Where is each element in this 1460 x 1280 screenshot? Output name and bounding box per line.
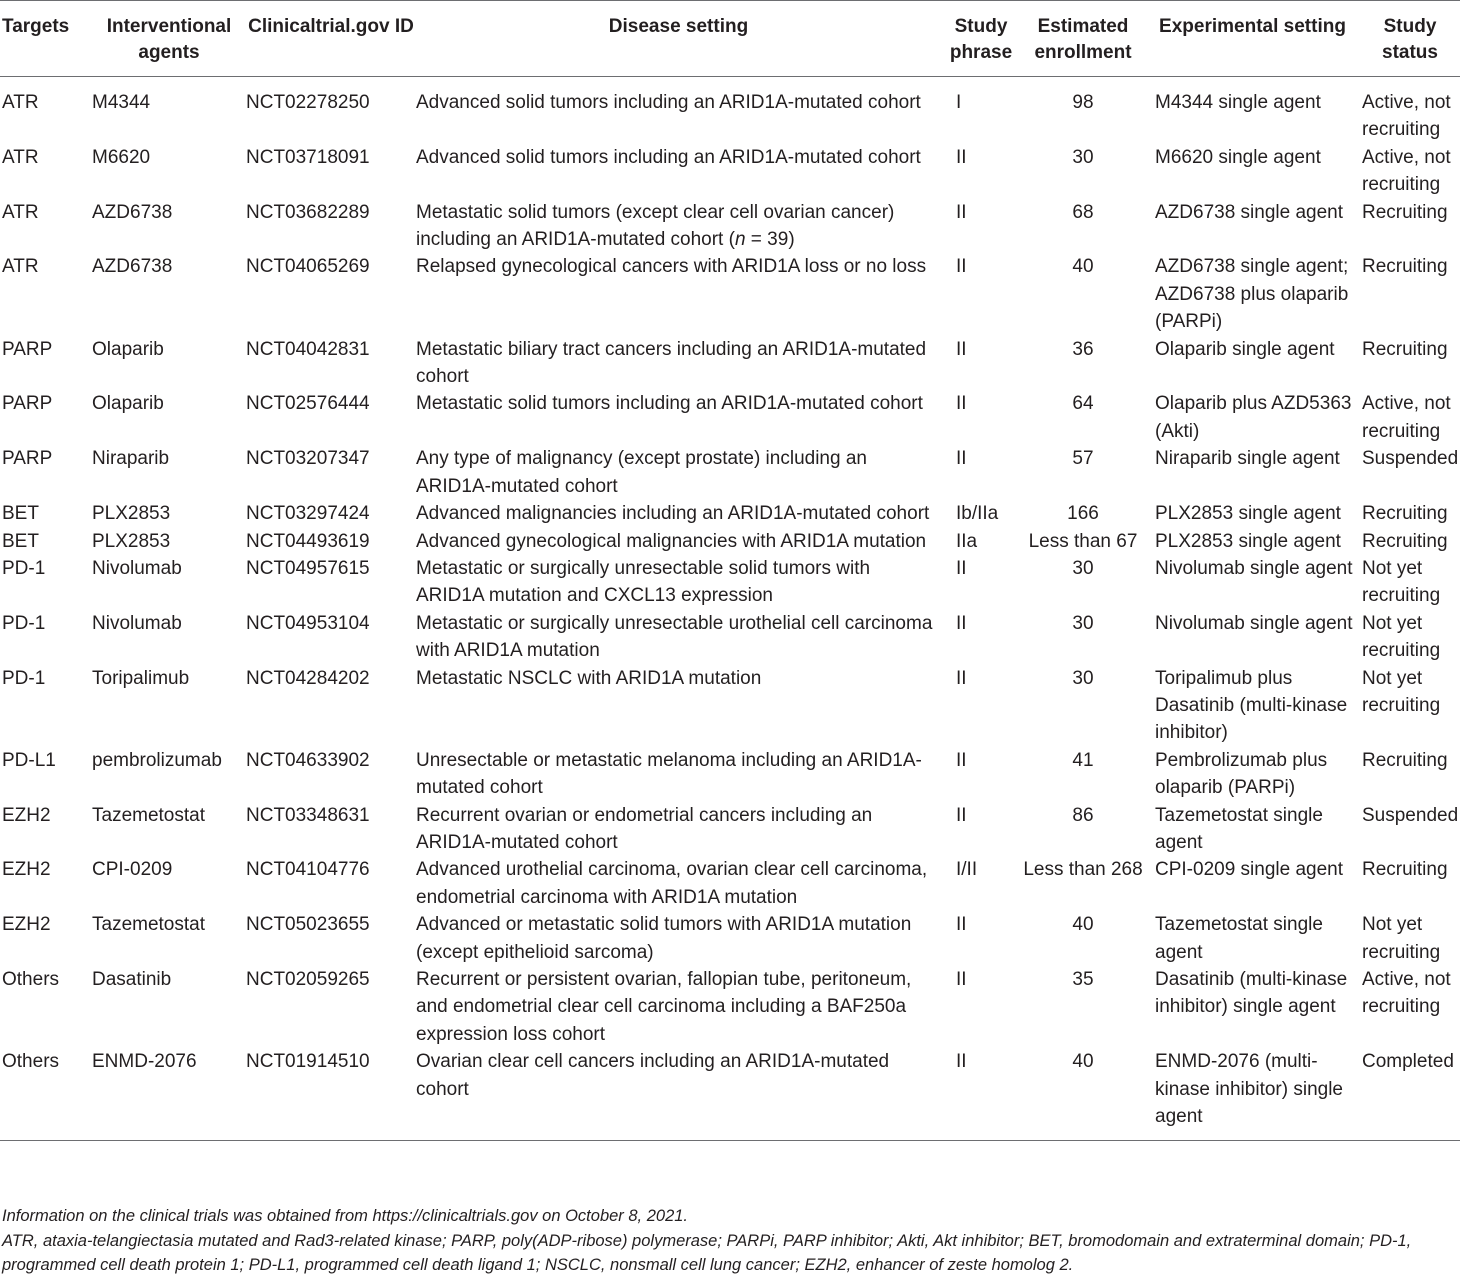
cell-experimental-setting: AZD6738 single agent — [1155, 201, 1344, 223]
cell-enrollment: 57 — [1072, 448, 1094, 470]
cell-trial-id: NCT04633902 — [246, 749, 370, 771]
cell-trial-id: NCT03207347 — [246, 448, 370, 470]
table-row — [0, 856, 1460, 911]
cell-study-phase: Ib/IIa — [956, 503, 999, 525]
cell-enrollment: 41 — [1072, 749, 1094, 771]
table-row — [0, 1048, 1460, 1141]
cell-study-phase: II — [956, 393, 967, 415]
cell-enrollment: 30 — [1072, 667, 1094, 689]
cell-disease-setting: Metastatic biliary tract cancers including an ARID1A-mutated cohort — [416, 338, 927, 388]
cell-study-phase: II — [956, 256, 967, 278]
cell-enrollment: 98 — [1072, 92, 1094, 113]
cell-study-status: Recruiting — [1362, 859, 1448, 881]
cell-trial-id: NCT05023655 — [246, 914, 370, 936]
cell-enrollment: 86 — [1072, 804, 1094, 826]
cell-enrollment: 40 — [1072, 914, 1094, 936]
cell-enrollment: 30 — [1072, 557, 1094, 579]
cell-experimental-setting: Tazemetostat single agent — [1155, 804, 1323, 853]
header-phase: Study phrase — [941, 1, 1021, 77]
cell-enrollment: 64 — [1072, 393, 1094, 415]
cell-study-phase: II — [956, 201, 967, 223]
cell-experimental-setting: M6620 single agent — [1155, 146, 1321, 168]
cell-disease-setting: Advanced gynecological malignancies with ARID1A mutation — [416, 530, 927, 552]
cell-study-phase: IIa — [956, 530, 978, 552]
cell-enrollment: 30 — [1072, 612, 1094, 634]
header-row — [0, 1, 1460, 77]
cell-disease-setting: Ovarian clear cell cancers including an ARID1A-mutated cohort — [416, 1048, 941, 1141]
cell-target: EZH2 — [2, 804, 51, 826]
cell-target: ATR — [2, 146, 39, 168]
cell-agent: PLX2853 — [92, 503, 171, 525]
cell-disease-setting: Any type of malignancy (except prostate) including an ARID1A-mutated cohort — [416, 448, 867, 497]
cell-disease-setting: Advanced solid tumors including an ARID1A-mutated cohort — [416, 146, 921, 168]
cell-study-status: Recruiting — [1362, 256, 1448, 278]
cell-target: PARP — [2, 393, 53, 415]
cell-agent: AZD6738 — [92, 256, 173, 278]
cell-experimental-setting: Olaparib single agent — [1155, 338, 1335, 360]
cell-enrollment: 166 — [1067, 503, 1099, 525]
cell-enrollment: 35 — [1072, 969, 1094, 990]
cell-study-phase: II — [956, 804, 967, 826]
table-row — [0, 500, 1460, 527]
table-row — [0, 336, 1460, 391]
cell-study-status: Not yet recruiting — [1362, 667, 1441, 716]
cell-agent: PLX2853 — [92, 530, 171, 552]
table-row — [0, 802, 1460, 857]
cell-agent: Olaparib — [92, 338, 164, 360]
cell-study-status: Not yet recruiting — [1362, 914, 1441, 963]
cell-study-phase: II — [956, 749, 967, 771]
cell-trial-id: NCT02576444 — [246, 393, 370, 415]
cell-agent: AZD6738 — [92, 201, 173, 223]
table-row — [0, 911, 1460, 966]
table-row — [0, 253, 1460, 335]
header-status: Study status — [1360, 1, 1460, 77]
cell-target: Others — [0, 1048, 92, 1141]
cell-agent: Tazemetostat — [92, 914, 205, 936]
cell-target: ATR — [2, 201, 39, 223]
cell-experimental-setting: Pembrolizumab plus olaparib (PARPi) — [1155, 749, 1328, 799]
table-row — [0, 665, 1460, 747]
cell-study-status: Active, not recruiting — [1362, 92, 1451, 141]
table-row — [0, 528, 1460, 555]
cell-study-status: Not yet recruiting — [1362, 557, 1441, 607]
cell-disease-setting: Metastatic solid tumors (except clear cell ovarian cancer) including an ARID1A-mutated cohort (n = 39) — [416, 201, 895, 251]
cell-agent: Tazemetostat — [92, 804, 205, 826]
table-body — [0, 77, 1460, 1141]
cell-experimental-setting: ENMD-2076 (multi-kinase inhibitor) single agent — [1145, 1048, 1360, 1141]
cell-study-phase: II — [956, 146, 967, 168]
cell-disease-setting: Metastatic solid tumors including an ARID1A-mutated cohort — [416, 393, 923, 415]
italic-n: n — [734, 229, 746, 251]
cell-agent: Nivolumab — [92, 612, 182, 634]
cell-trial-id: NCT03718091 — [246, 146, 370, 168]
cell-study-status: Recruiting — [1362, 201, 1448, 223]
cell-enrollment: 36 — [1072, 338, 1094, 360]
cell-study-phase: II — [956, 667, 967, 689]
table-footnotes — [2, 1204, 1458, 1278]
cell-study-phase: II — [941, 1048, 1021, 1141]
cell-disease-setting: Recurrent or persistent ovarian, fallopian tube, peritoneum, and endometrial clear cell carcinoma including a BAF250a expression loss cohort — [416, 969, 912, 1045]
cell-experimental-setting: Olaparib plus AZD5363 (Akti) — [1155, 393, 1352, 442]
cell-enrollment: 40 — [1021, 1048, 1145, 1141]
table-row — [0, 610, 1460, 665]
cell-study-status: Active, not recruiting — [1362, 393, 1451, 442]
table-row — [0, 390, 1460, 445]
cell-disease-setting: Advanced or metastatic solid tumors with ARID1A mutation (except epithelioid sarcoma) — [416, 914, 912, 963]
cell-experimental-setting: PLX2853 single agent — [1155, 530, 1341, 552]
cell-trial-id: NCT03297424 — [246, 503, 370, 525]
cell-enrollment: 68 — [1072, 201, 1094, 223]
cell-agent: Dasatinib — [92, 969, 172, 990]
cell-target: ATR — [2, 92, 39, 113]
cell-target: PD-L1 — [2, 749, 56, 771]
header-id: Clinicaltrial.gov ID — [246, 1, 416, 77]
cell-agent: Toripalimub — [92, 667, 190, 689]
cell-study-status: Active, not recruiting — [1362, 146, 1451, 196]
cell-experimental-setting: Nivolumab single agent — [1155, 612, 1353, 634]
cell-study-phase: I/II — [956, 859, 978, 881]
cell-trial-id: NCT02059265 — [246, 969, 370, 990]
table-row — [0, 747, 1460, 802]
cell-study-status: Recruiting — [1362, 530, 1448, 552]
cell-disease-setting: Metastatic or surgically unresectable solid tumors with ARID1A mutation and CXCL13 expression — [416, 557, 871, 607]
cell-disease-setting: Advanced malignancies including an ARID1A-mutated cohort — [416, 503, 930, 525]
cell-experimental-setting: AZD6738 single agent; AZD6738 plus olaparib (PARPi) — [1155, 256, 1349, 333]
cell-experimental-setting: Toripalimub plus Dasatinib (multi-kinase inhibitor) — [1155, 667, 1348, 744]
header-agents: Interventional agents — [92, 1, 246, 77]
cell-agent: Olaparib — [92, 393, 164, 415]
cell-agent: M6620 — [92, 146, 151, 168]
cell-disease-setting: Advanced urothelial carcinoma, ovarian clear cell carcinoma, endometrial carcinoma with ARID1A mutation — [416, 859, 928, 908]
table-header — [0, 1, 1460, 77]
cell-experimental-setting: Nivolumab single agent — [1155, 557, 1353, 579]
cell-agent: pembrolizumab — [92, 749, 222, 771]
cell-study-status: Suspended — [1362, 804, 1459, 826]
cell-study-phase: II — [956, 969, 967, 990]
table-row — [0, 966, 1460, 1048]
table-row — [0, 144, 1460, 199]
cell-disease-setting: Unresectable or metastatic melanoma including an ARID1A-mutated cohort — [416, 749, 922, 799]
cell-enrollment: Less than 67 — [1028, 530, 1138, 552]
cell-trial-id: NCT03348631 — [246, 804, 370, 826]
table-row — [0, 445, 1460, 500]
cell-trial-id: NCT04284202 — [246, 667, 370, 689]
header-experimental: Experimental setting — [1145, 1, 1360, 77]
cell-study-status: Suspended — [1362, 448, 1459, 470]
cell-experimental-setting: M4344 single agent — [1155, 92, 1321, 113]
cell-enrollment: 40 — [1072, 256, 1094, 278]
cell-trial-id: NCT04042831 — [246, 338, 370, 360]
cell-study-phase: II — [956, 557, 967, 579]
cell-trial-id: NCT02278250 — [246, 92, 370, 113]
cell-disease-setting: Metastatic or surgically unresectable urothelial cell carcinoma with ARID1A mutation — [416, 612, 933, 662]
cell-disease-setting: Recurrent ovarian or endometrial cancers including an ARID1A-mutated cohort — [416, 804, 873, 853]
cell-target: PD-1 — [2, 557, 46, 579]
header-targets: Targets — [0, 1, 92, 77]
cell-agent: ENMD-2076 — [92, 1048, 246, 1141]
cell-experimental-setting: PLX2853 single agent — [1155, 503, 1341, 525]
header-disease: Disease setting — [416, 1, 941, 77]
cell-study-status: Recruiting — [1362, 338, 1448, 360]
cell-experimental-setting: Niraparib single agent — [1155, 448, 1340, 470]
cell-study-phase: II — [956, 338, 967, 360]
cell-agent: CPI-0209 — [92, 859, 173, 881]
cell-trial-id: NCT03682289 — [246, 201, 370, 223]
cell-enrollment: 30 — [1072, 146, 1094, 168]
cell-experimental-setting: Tazemetostat single agent — [1155, 914, 1323, 963]
table-row — [0, 555, 1460, 610]
cell-target: PD-1 — [2, 612, 46, 634]
cell-study-status: Completed — [1360, 1048, 1460, 1141]
cell-trial-id: NCT04104776 — [246, 859, 370, 881]
cell-experimental-setting: Dasatinib (multi-kinase inhibitor) single agent — [1155, 969, 1348, 1018]
cell-trial-id: NCT04957615 — [246, 557, 370, 579]
cell-experimental-setting: CPI-0209 single agent — [1155, 859, 1344, 881]
cell-disease-setting: Metastatic NSCLC with ARID1A mutation — [416, 667, 762, 689]
footnote-abbreviations: ATR, ataxia-telangiectasia mutated and Rad3-related kinase; PARP, poly(ADP-ribose) polymerase; PARPi, PARP inhibitor; Akti, Akt inhibitor; BET, bromodomain and extraterminal domain; PD-1, programmed cell death protein 1; PD-L1, programmed cell death ligand 1; NSCLC, nonsmall cell lung cancer; EZH2, enhancer of zeste homolog 2. — [2, 1231, 1412, 1274]
cell-study-phase: I — [956, 92, 962, 113]
cell-study-status: Active, not recruiting — [1362, 969, 1451, 1018]
cell-study-phase: II — [956, 612, 967, 634]
cell-target: PARP — [2, 448, 53, 470]
cell-enrollment: Less than 268 — [1023, 859, 1143, 881]
table-row — [0, 77, 1460, 144]
cell-agent: Niraparib — [92, 448, 170, 470]
cell-study-phase: II — [956, 448, 967, 470]
cell-target: Others — [2, 969, 60, 990]
cell-study-phase: II — [956, 914, 967, 936]
cell-trial-id: NCT01914510 — [246, 1048, 416, 1141]
table-row — [0, 199, 1460, 254]
cell-agent: M4344 — [92, 92, 151, 113]
cell-study-status: Recruiting — [1362, 503, 1448, 525]
cell-study-status: Not yet recruiting — [1362, 612, 1441, 662]
cell-trial-id: NCT04493619 — [246, 530, 370, 552]
header-enrollment: Estimated enrollment — [1021, 1, 1145, 77]
cell-target: BET — [2, 503, 39, 525]
cell-target: EZH2 — [2, 859, 51, 881]
cell-target: PARP — [2, 338, 53, 360]
cell-disease-setting: Relapsed gynecological cancers with ARID1A loss or no loss — [416, 256, 927, 278]
cell-trial-id: NCT04065269 — [246, 256, 370, 278]
cell-agent: Nivolumab — [92, 557, 182, 579]
cell-disease-setting: Advanced solid tumors including an ARID1A-mutated cohort — [416, 92, 921, 113]
cell-study-status: Recruiting — [1362, 749, 1448, 771]
cell-target: EZH2 — [2, 914, 51, 936]
cell-target: ATR — [2, 256, 39, 278]
cell-target: PD-1 — [2, 667, 46, 689]
footnote-source: Information on the clinical trials was obtained from https://clinicaltrials.gov on October 8, 2021. — [2, 1207, 689, 1225]
cell-trial-id: NCT04953104 — [246, 612, 370, 634]
cell-target: BET — [2, 530, 39, 552]
